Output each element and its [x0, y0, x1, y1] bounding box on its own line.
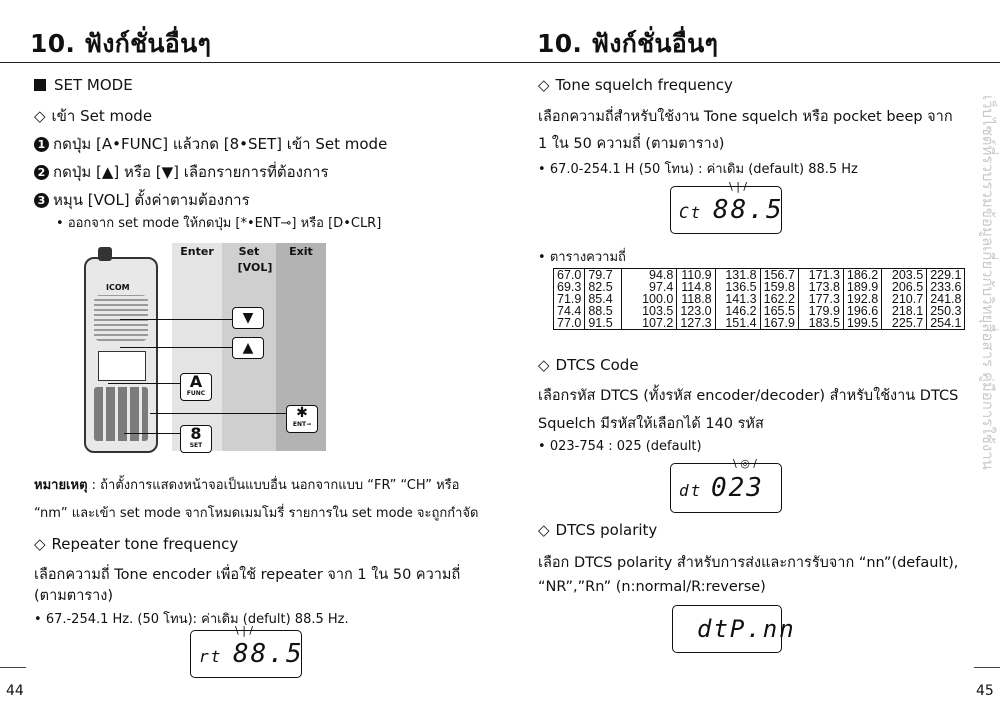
- table-cell: 186.2 189.9 192.8 196.6 199.5: [843, 269, 881, 330]
- repeater-bullet: • 67.-254.1 Hz. (50 โทน): ค่าเดิม (defult) 88.5 Hz.: [34, 612, 349, 627]
- lcd-prefix: Ct: [679, 203, 703, 222]
- page-title: 10. ฟังก์ชั่นอื่นๆ: [537, 29, 719, 58]
- step-2: 2 กดปุ่ม [▲] หรือ [▼] เลือกรายการที่ต้องการ: [34, 160, 329, 184]
- exit-label: Exit: [289, 245, 313, 258]
- callout-line: [150, 413, 288, 414]
- step-number-icon: 1: [34, 137, 49, 152]
- square-bullet-icon: [34, 79, 46, 91]
- frequency-table: [553, 268, 965, 330]
- set-label: Set: [238, 245, 260, 258]
- brand-label: ICOM: [106, 283, 130, 292]
- repeater-desc-2: (ตามตาราง): [34, 588, 113, 604]
- dtcs-desc-1: เลือกรหัส DTCS (ทั้งรหัส encoder/decoder) สำหรับใช้งาน DTCS: [538, 388, 959, 404]
- note-line-1: หมายเหตุ : ถ้าตั้งการแสดงหน้าจอเป็นแบบอื่น นอกจากแบบ “FR” “CH” หรือ: [34, 478, 460, 493]
- table-cell: 203.5 206.5 210.7 218.1 225.7: [882, 269, 927, 330]
- callout-line: [108, 383, 180, 384]
- set-key-icon: 8 SET: [180, 425, 212, 453]
- table-cell: 131.8 136.5 141.3 146.2 151.4: [715, 269, 760, 330]
- down-key-icon: ▼: [232, 307, 264, 329]
- dtcs-lcd: [670, 457, 782, 513]
- lcd-prefix: rt: [199, 647, 223, 666]
- table-cell: 67.0 69.3 71.9 74.4 77.0: [554, 269, 585, 330]
- up-key-icon: ▲: [232, 337, 264, 359]
- page-number: 44: [6, 683, 24, 699]
- polarity-desc-1: เลือก DTCS polarity สำหรับการส่งและการรับจาก “nn”(default),: [538, 555, 959, 571]
- blink-burst-icon: \ | /: [235, 624, 254, 637]
- repeater-desc-1: เลือกความถี่ Tone encoder เพื่อใช้ repeater จาก 1 ใน 50 ความถี่: [34, 567, 461, 583]
- speaker-grille: [94, 295, 148, 341]
- tone-desc-1: เลือกความถี่สำหรับใช้งาน Tone squelch หรือ pocket beep จาก: [538, 109, 953, 125]
- lcd-prefix: dt: [679, 481, 703, 500]
- tone-heading: ◇ Tone squelch frequency: [538, 76, 733, 94]
- lcd-value: dtP.nn: [697, 615, 796, 643]
- table-cell: 110.9 114.8 118.8 123.0 127.3: [677, 269, 715, 330]
- page-title: 10. ฟังก์ชั่นอื่นๆ: [30, 29, 212, 58]
- table-cell: 94.8 97.4 100.0 103.5 107.2: [622, 269, 677, 330]
- vol-knob-icon: [98, 247, 112, 261]
- func-key-icon: A FUNC: [180, 373, 212, 401]
- table-row: [554, 269, 965, 330]
- enter-set-mode-heading: ◇ เข้า Set mode: [34, 107, 153, 125]
- table-cell: 79.7 82.5 85.4 88.5 91.5: [585, 269, 622, 330]
- right-page: [500, 0, 1000, 707]
- repeater-lcd: [190, 624, 304, 678]
- lcd-value: 88.5: [233, 639, 304, 669]
- step-1: 1 กดปุ่ม [A•FUNC] แล้วกด [8•SET] เข้า Set mode: [34, 132, 387, 156]
- ent-key-icon: ✱ ENT⊸: [286, 405, 318, 433]
- step-number-icon: 2: [34, 165, 49, 180]
- blink-burst-icon: \ ◎ /: [733, 457, 758, 470]
- table-label: • ตารางความถี่: [538, 250, 626, 265]
- radio-display: [98, 351, 146, 381]
- tone-desc-2: 1 ใน 50 ความถี่ (ตามตาราง): [538, 136, 725, 152]
- tone-lcd: [670, 180, 784, 234]
- diamond-icon: ◇: [34, 107, 46, 125]
- dtcs-desc-2: Squelch มีรหัสให้เลือกได้ 140 รหัส: [538, 416, 764, 432]
- diamond-icon: ◇: [538, 76, 550, 94]
- enter-label: Enter: [180, 245, 214, 258]
- dtcs-heading: ◇ DTCS Code: [538, 356, 639, 374]
- blink-burst-icon: \ | /: [729, 180, 748, 193]
- tone-bullet: • 67.0-254.1 H (50 โทน) : ค่าเดิม (default) 88.5 Hz: [538, 162, 858, 177]
- set-mode-heading: SET MODE: [34, 76, 133, 94]
- step-number-icon: 3: [34, 193, 49, 208]
- footer-rule: [974, 667, 1000, 668]
- lcd-value: 023: [711, 473, 764, 503]
- polarity-desc-2: “NR”,”Rn” (n:normal/R:reverse): [538, 579, 766, 595]
- table-cell: 156.7 159.8 162.2 165.5 167.9: [760, 269, 798, 330]
- footer-rule: [0, 667, 26, 668]
- polarity-heading: ◇ DTCS polarity: [538, 521, 658, 539]
- lcd-value: 88.5: [713, 195, 784, 225]
- note-line-2: “nm” และเข้า set mode จากโหมดเมมโมรี่ รายการใน set mode จะถูกกำจัด: [34, 506, 479, 521]
- callout-line: [120, 319, 234, 320]
- diamond-icon: ◇: [34, 535, 46, 553]
- exit-note: • ออกจาก set mode ให้กดปุ่ม [*•ENT⊸] หรือ [D•CLR]: [56, 216, 382, 231]
- table-cell: 229.1 233.6 241.8 250.3 254.1: [927, 269, 965, 330]
- side-watermark-text: เว็บไซต์ที่รวบรวมข้อมูลเกี่ยวกับวิทยุสื่อสาร คู่มือการใช้งาน: [979, 95, 997, 470]
- step-3: 3 หมุน [VOL] ตั้งค่าตามต้องการ: [34, 188, 250, 212]
- diamond-icon: ◇: [538, 356, 550, 374]
- table-cell: 171.3 173.8 177.3 179.9 183.5: [798, 269, 843, 330]
- radio-keypad-diagram: [80, 243, 320, 453]
- repeater-heading: ◇ Repeater tone frequency: [34, 535, 239, 553]
- callout-line: [120, 347, 234, 348]
- vol-label: [VOL]: [237, 261, 273, 274]
- radio-body: [84, 257, 158, 453]
- callout-line: [124, 433, 180, 434]
- diamond-icon: ◇: [538, 521, 550, 539]
- dtcs-bullet: • 023-754 : 025 (default): [538, 439, 702, 454]
- page-number: 45: [976, 683, 994, 699]
- polarity-lcd: [672, 605, 796, 653]
